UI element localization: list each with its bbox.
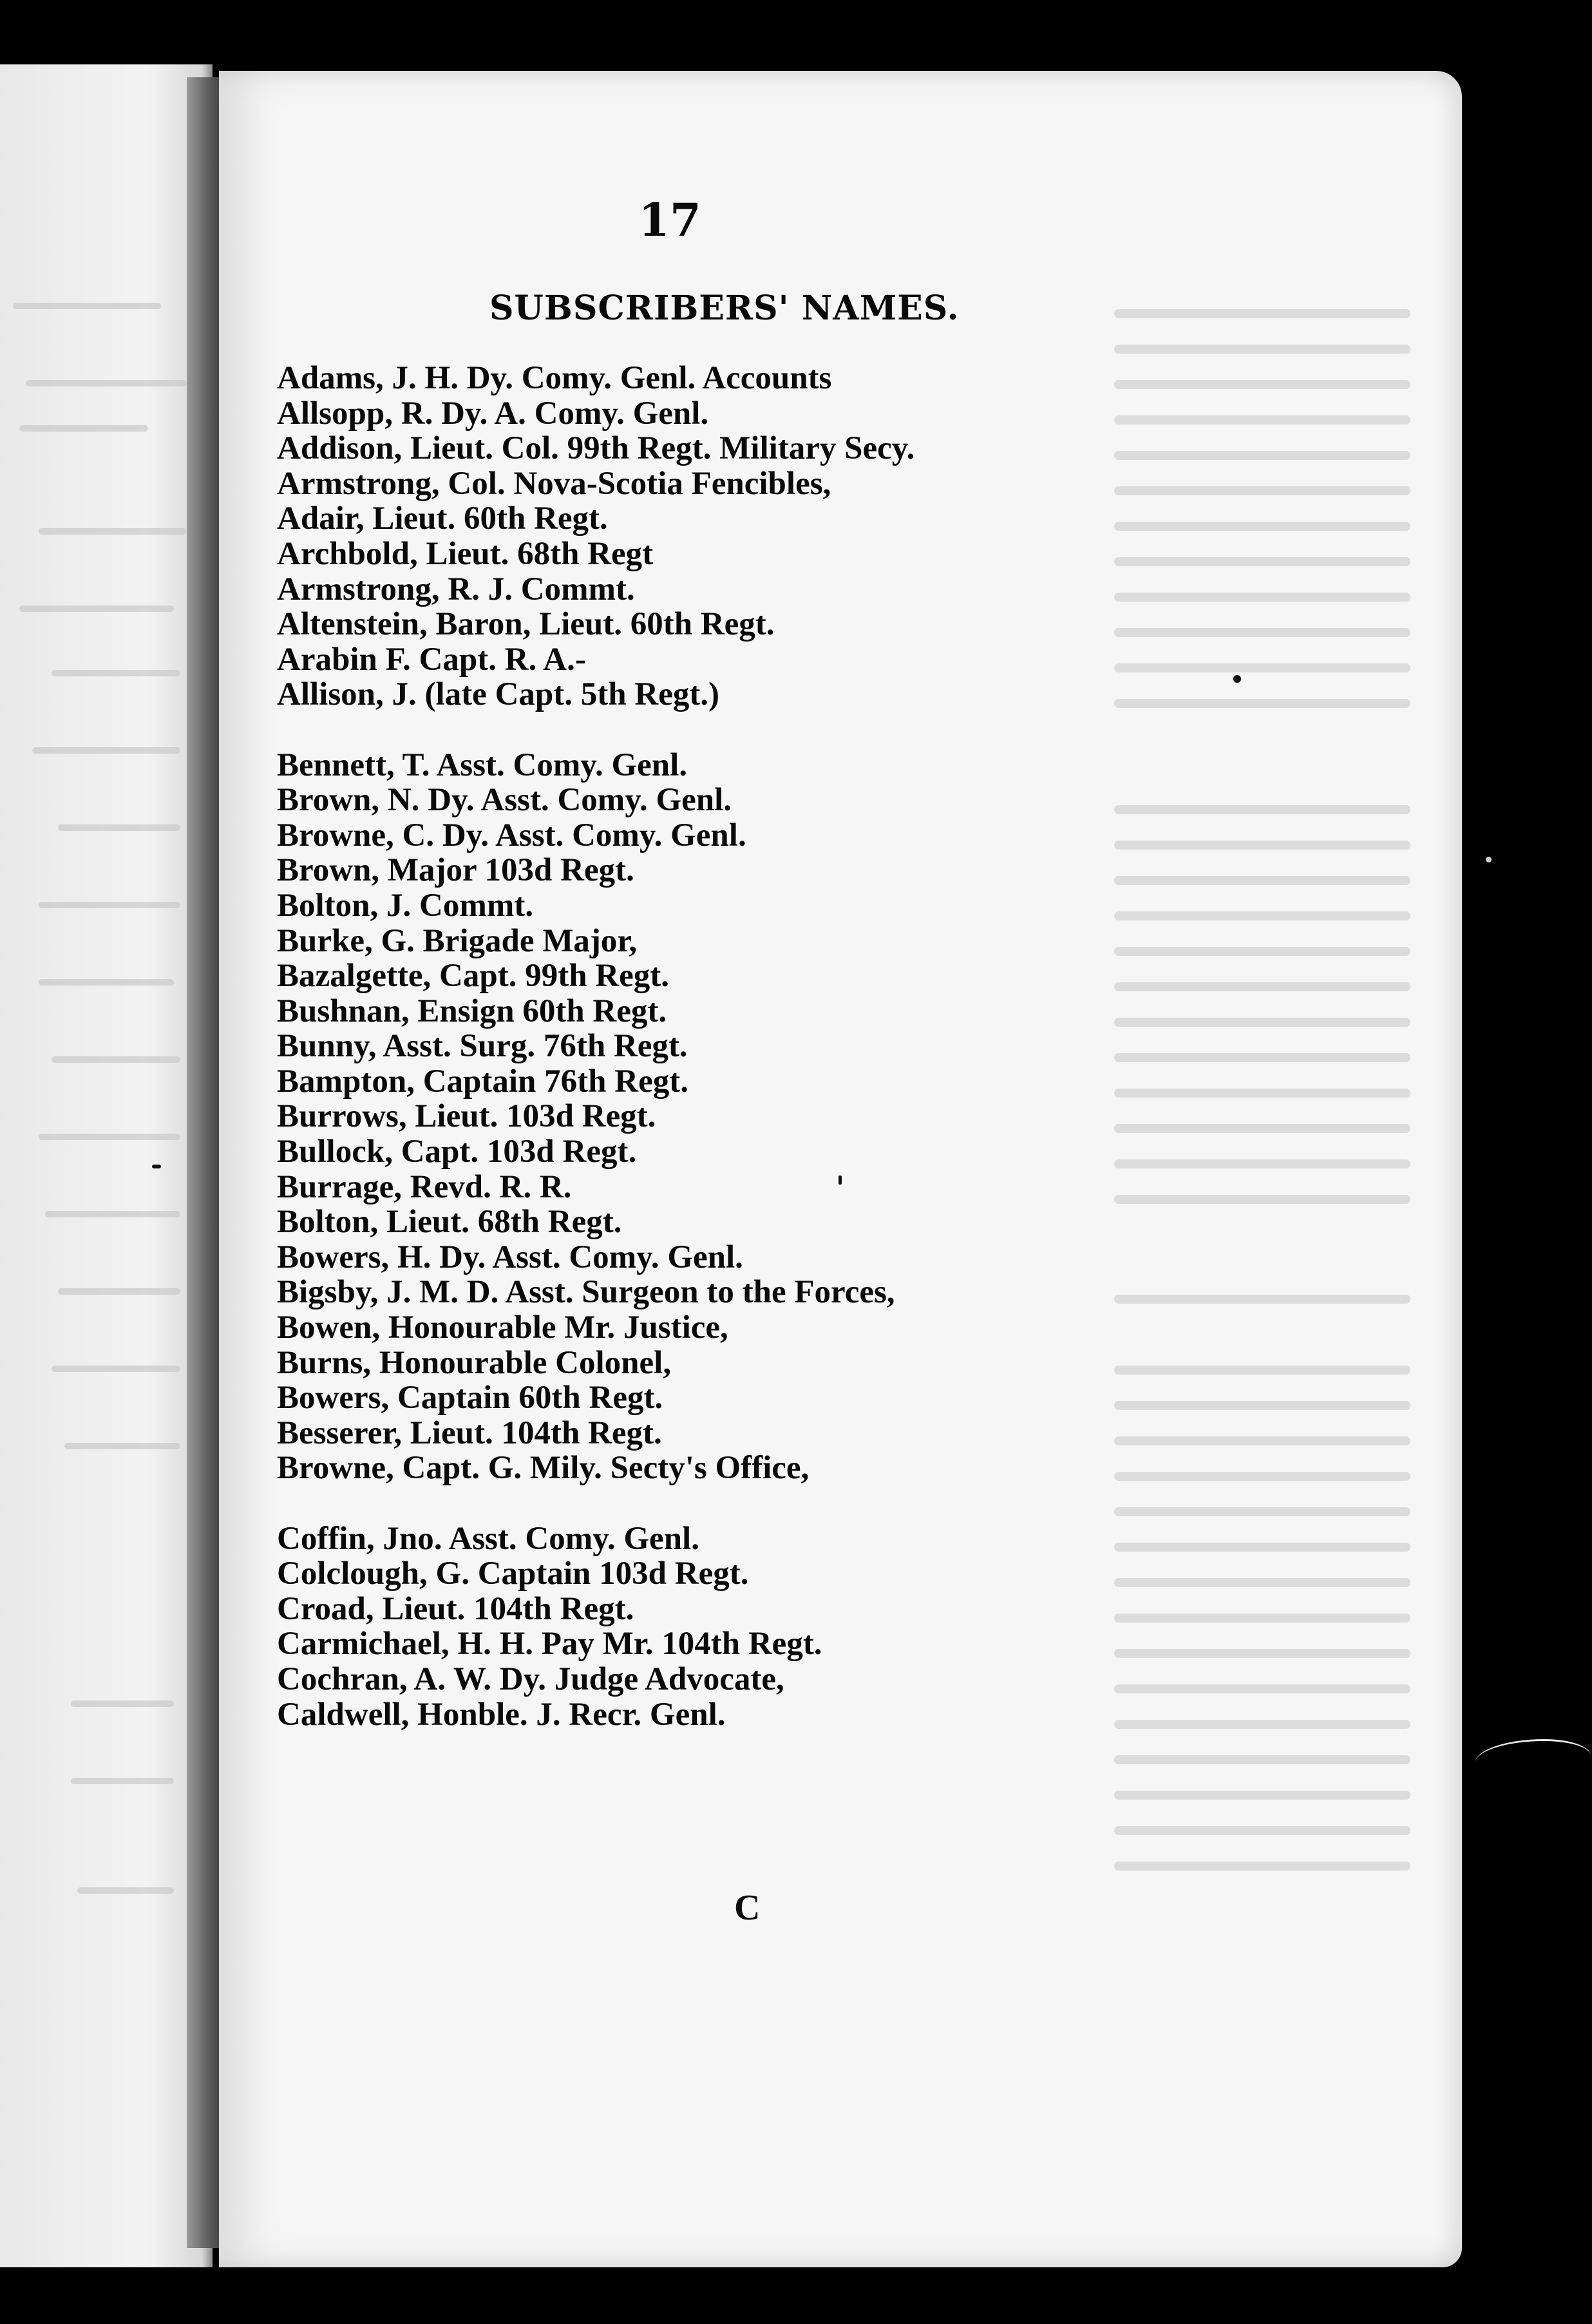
- ghost-text-line: [19, 605, 174, 612]
- subscriber-entry: Burrage, Revd. R. R.: [277, 1168, 572, 1205]
- subscriber-entry: Burrows, Lieut. 103d Regt.: [277, 1098, 656, 1135]
- subscriber-entry: Adair, Lieut. 60th Regt.: [277, 500, 608, 537]
- subscriber-entry: Adams, J. H. Dy. Comy. Genl. Accounts: [277, 360, 832, 396]
- page-edge-curl: [1475, 1739, 1591, 1780]
- subscriber-entry: Armstrong, Col. Nova-Scotia Fencibles,: [277, 465, 831, 502]
- ink-speck: [152, 1165, 161, 1168]
- subscriber-group-a: [277, 361, 1211, 712]
- subscriber-entry: Brown, N. Dy. Asst. Comy. Genl.: [277, 782, 732, 819]
- subscriber-list: [277, 361, 1211, 1732]
- ghost-text-line: [39, 1134, 180, 1140]
- ghost-text-line: [64, 1443, 180, 1449]
- subscriber-entry: Bolton, Lieut. 68th Regt.: [277, 1204, 622, 1241]
- subscriber-entry: Bampton, Captain 76th Regt.: [277, 1063, 688, 1100]
- subscriber-entry: Bowen, Honourable Mr. Justice,: [277, 1310, 728, 1346]
- subscriber-entry: Allsopp, R. Dy. A. Comy. Genl.: [277, 395, 709, 432]
- subscriber-entry: Archbold, Lieut. 68th Regt: [277, 535, 654, 572]
- subscriber-entry: Caldwell, Honble. J. Recr. Genl.: [277, 1696, 726, 1733]
- subscriber-entry: Coffin, Jno. Asst. Comy. Genl.: [277, 1520, 699, 1557]
- subscriber-group-c: [277, 1521, 1211, 1733]
- subscriber-entry: Bennett, T. Asst. Comy. Genl.: [277, 747, 688, 783]
- subscriber-entry: Bigsby, J. M. D. Asst. Surgeon to the Forces,: [277, 1274, 895, 1311]
- subscriber-entry: Armstrong, R. J. Commt.: [277, 571, 635, 607]
- bleed-through-line: [1114, 345, 1410, 354]
- ghost-text-line: [45, 1211, 180, 1217]
- bleed-through-line: [1114, 309, 1410, 318]
- ghost-text-line: [39, 979, 174, 986]
- bleed-through-line: [1114, 1862, 1410, 1871]
- subscriber-entry: Bazalgette, Capt. 99th Regt.: [277, 958, 670, 995]
- subscriber-entry: Burns, Honourable Colonel,: [277, 1344, 672, 1381]
- ghost-text-line: [71, 1778, 174, 1784]
- subscriber-entry: Bunny, Asst. Surg. 76th Regt.: [277, 1028, 688, 1065]
- ghost-text-line: [19, 425, 148, 432]
- subscriber-entry: Bushnan, Ensign 60th Regt.: [277, 993, 667, 1029]
- subscriber-entry: Arabin F. Capt. R. A.-: [277, 641, 586, 678]
- ghost-text-line: [39, 528, 187, 535]
- subscriber-entry: Cochran, A. W. Dy. Judge Advocate,: [277, 1661, 784, 1697]
- subscriber-entry: Colclough, G. Captain 103d Regt.: [277, 1556, 749, 1592]
- subscriber-entry: Addison, Lieut. Col. 99th Regt. Military Secy.: [277, 430, 915, 467]
- page-number: 17: [638, 193, 701, 247]
- subscriber-entry: Bowers, H. Dy. Asst. Comy. Genl.: [277, 1239, 743, 1275]
- bleed-through-line: [1114, 1791, 1410, 1800]
- subscriber-entry: Altenstein, Baron, Lieut. 60th Regt.: [277, 606, 775, 643]
- subscriber-entry: Burke, G. Brigade Major,: [277, 922, 638, 959]
- subscriber-entry: Allison, J. (late Capt. 5th Regt.): [277, 676, 720, 713]
- ghost-text-line: [77, 1887, 174, 1894]
- ghost-text-line: [39, 902, 180, 908]
- subscriber-entry: Bowers, Captain 60th Regt.: [277, 1380, 663, 1416]
- subscriber-entry: Croad, Lieut. 104th Regt.: [277, 1590, 634, 1627]
- ghost-text-line: [58, 824, 180, 831]
- ghost-text-line: [52, 670, 180, 676]
- bleed-through-line: [1114, 1755, 1410, 1764]
- ghost-text-line: [71, 1700, 174, 1707]
- ghost-text-line: [26, 380, 187, 386]
- bleed-through-line: [1114, 1826, 1410, 1835]
- signature-mark: C: [734, 1888, 761, 1928]
- section-title: SUBSCRIBERS' NAMES.: [489, 289, 960, 328]
- subscriber-entry: Carmichael, H. H. Pay Mr. 104th Regt.: [277, 1626, 822, 1662]
- ink-speck: [1486, 857, 1492, 862]
- ink-speck: [839, 1176, 842, 1185]
- ghost-text-line: [13, 303, 161, 309]
- subscriber-entry: Bolton, J. Commt.: [277, 887, 534, 924]
- subscriber-entry: Bullock, Capt. 103d Regt.: [277, 1134, 637, 1170]
- ghost-text-line: [32, 747, 180, 754]
- subscriber-group-b: [277, 748, 1211, 1486]
- subscriber-entry: Besserer, Lieut. 104th Regt.: [277, 1414, 662, 1451]
- subscriber-entry: Brown, Major 103d Regt.: [277, 852, 634, 889]
- ink-speck: [1233, 675, 1241, 683]
- ghost-text-line: [52, 1056, 180, 1063]
- left-page-fragment: [0, 64, 213, 2267]
- subscriber-entry: Browne, Capt. G. Mily. Secty's Office,: [277, 1450, 810, 1487]
- subscriber-entry: Browne, C. Dy. Asst. Comy. Genl.: [277, 817, 746, 853]
- ghost-text-line: [58, 1288, 180, 1295]
- ghost-text-line: [52, 1366, 180, 1372]
